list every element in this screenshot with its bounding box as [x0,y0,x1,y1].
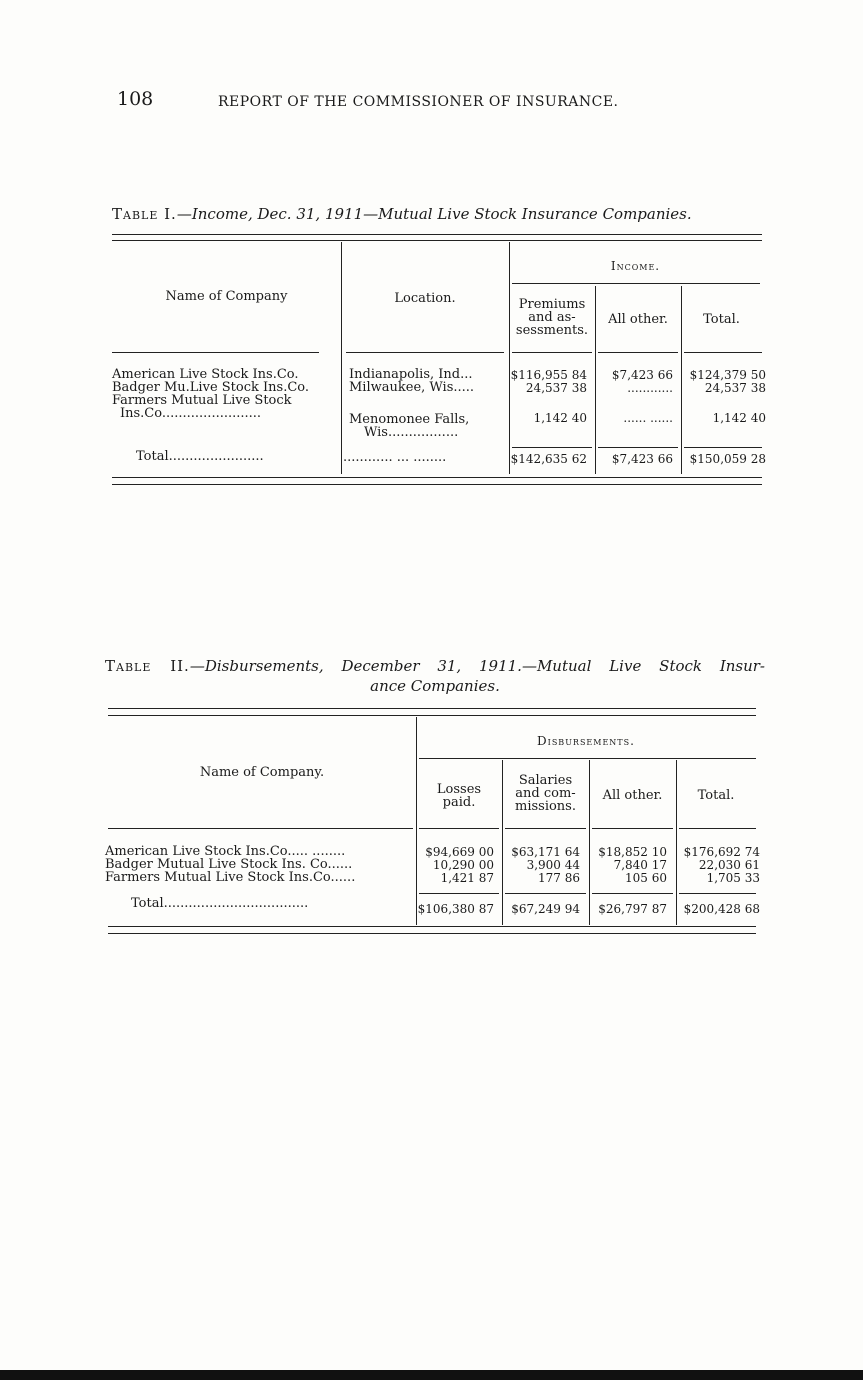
table2-row3-all-other: 105 60 [625,871,667,885]
table2-header-losses-line1: Losses [436,782,482,797]
table2-header-name: Name of Company. [199,765,325,780]
table1-header-premiums [509,298,595,337]
table2-header-total: Total. [697,788,735,803]
table2-title-line1 [105,657,765,675]
table1-title [112,205,772,223]
table2-row1-name: American Live Stock Ins.Co..... ........ [105,844,346,859]
table2-total-separator [679,893,756,894]
table2-total-separator [592,893,673,894]
table1-header-total: Total. [703,312,740,327]
table1-header-underline [684,352,762,353]
table1-row3-all-other: ...... ...... [623,411,673,425]
table2-header-underline [108,828,413,829]
table2-header-losses-line2: paid. [442,795,476,810]
table1-total-all-other: $7,423 66 [611,452,673,466]
table2-header-losses [416,783,502,809]
table2-total-separator [505,893,586,894]
table2-group-line [419,758,756,759]
table1-total-premiums: $142,635 62 [510,452,587,466]
table2-header-salaries-line1: Salaries [518,773,573,788]
table1-row3-name: Farmers Mutual Live Stock [112,393,292,408]
table1-header-premiums-line1: Premiums [518,297,586,312]
table1-row1-location: Indianapolis, Ind... [349,367,473,382]
table1-header-underline [112,352,319,353]
table1-row3-location-cont: Wis................. [364,425,459,440]
table1-row2-total: 24,537 38 [704,381,766,395]
table1-total-separator [598,447,678,448]
table1-total-separator [684,447,762,448]
table1-row1-premiums: $116,955 84 [510,368,587,382]
running-head: REPORT OF THE COMMISSIONER OF INSURANCE. [218,94,619,110]
table1-total-label: Total....................... [136,449,264,464]
table2-col-divider [589,760,590,925]
table1-top-rule-2 [112,240,762,241]
scan-bottom-edge [0,1370,863,1380]
table2-header-all-other: All other. [602,788,663,803]
table1-header-underline [346,352,504,353]
table2-title [105,657,765,695]
table2-title-prefix: Table II. [105,657,190,675]
table1-total-separator [512,447,592,448]
table1-row3-premiums: 1,142 40 [533,411,587,425]
table2-title-line2 [105,677,765,695]
table1-row3-location: Menomonee Falls, [349,412,470,427]
table2-row2-salaries: 3,900 44 [526,858,580,872]
table2-title-text-cont: ance Companies. [370,677,500,695]
table1-title-text: —Income, Dec. 31, 1911—Mutual Live Stock Insurance Companies. [176,205,692,223]
table1-col-divider [509,242,510,474]
table1-header-premiums-line2: and as- [528,310,576,325]
table1-header-income: Income. [610,259,661,273]
table2-row2-losses: 10,290 00 [432,858,494,872]
table2-row2-total: 22,030 61 [698,858,760,872]
table2-header-disbursements: Disbursements. [537,734,635,748]
table1-row3-total: 1,142 40 [712,411,766,425]
table2-header-underline [419,828,499,829]
table1-header-location: Location. [394,291,456,306]
table1-row1-name: American Live Stock Ins.Co. [112,367,299,382]
table2-row3-name: Farmers Mutual Live Stock Ins.Co...... [105,870,356,885]
table2-header-underline [505,828,586,829]
table2-total-total: $200,428 68 [683,902,760,916]
table1-bottom-rule [112,477,762,478]
table1-total-total: $150,059 28 [689,452,766,466]
table2-top-rule [108,708,756,709]
table2-col-divider [676,760,677,925]
table2-col-divider [416,717,417,925]
table1-title-prefix: Table I. [112,205,177,223]
table2-total-separator [419,893,499,894]
table2-header-salaries-line3: missions. [515,799,576,814]
table1-col-divider [341,242,342,474]
table1-row2-all-other: ............ [627,381,673,395]
table2-row1-salaries: $63,171 64 [511,845,580,859]
table1-row3-name-cont: Ins.Co........................ [120,406,262,421]
table2-title-text: —Disbursements, December 31, 1911.—Mutual Live Stock Insur- [189,657,765,675]
table2-total-label: Total................................... [131,896,309,911]
table2-row2-all-other: 7,840 17 [613,858,667,872]
table2-row2-name: Badger Mutual Live Stock Ins. Co...... [105,857,353,872]
table2-top-rule-2 [108,715,756,716]
table1-row2-location: Milwaukee, Wis..... [349,380,475,395]
table1-row2-name: Badger Mu.Live Stock Ins.Co. [112,380,309,395]
table1-row1-all-other: $7,423 66 [611,368,673,382]
table2-row1-all-other: $18,852 10 [598,845,667,859]
table2-header-underline [679,828,756,829]
table2-bottom-rule [108,926,756,927]
table2-row3-losses: 1,421 87 [440,871,494,885]
table1-row1-total: $124,379 50 [689,368,766,382]
table1-header-underline [512,352,592,353]
table1-header-all-other: All other. [608,312,668,327]
table1-header-premiums-line3: sessments. [515,323,589,338]
table2-total-salaries: $67,249 94 [511,902,580,916]
table1-header-underline [598,352,678,353]
table1-total-location: ............ ... ........ [343,450,447,465]
table2-header-underline [592,828,673,829]
table2-row1-total: $176,692 74 [683,845,760,859]
table1-row2-premiums: 24,537 38 [525,381,587,395]
table2-bottom-rule-2 [108,933,756,934]
table1-bottom-rule-2 [112,484,762,485]
table1-header-name: Name of Company [165,289,288,304]
table1-group-line [512,283,760,284]
table1-top-rule [112,234,762,235]
table2-row3-salaries: 177 86 [538,871,580,885]
table2-header-salaries-line2: and com- [515,786,576,801]
table2-total-all-other: $26,797 87 [598,902,667,916]
table2-total-losses: $106,380 87 [417,902,494,916]
table2-row3-total: 1,705 33 [706,871,760,885]
table2-header-salaries [502,774,589,813]
table2-row1-losses: $94,669 00 [425,845,494,859]
page-number: 108 [117,88,154,110]
